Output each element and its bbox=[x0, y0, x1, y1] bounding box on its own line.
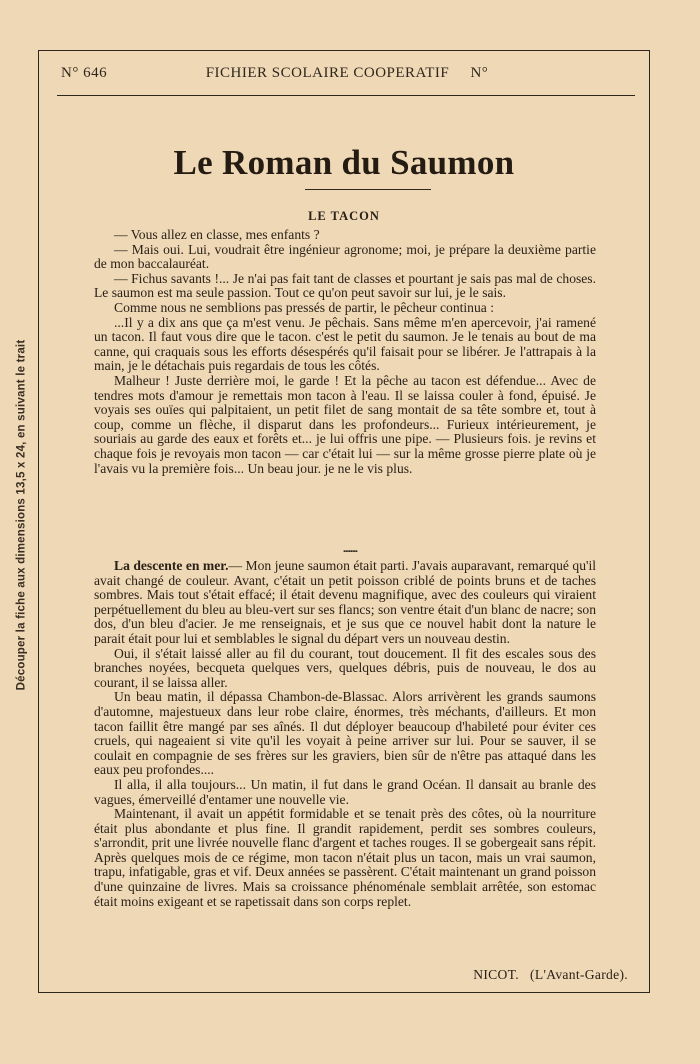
side-cut-note bbox=[4, 315, 38, 715]
paragraph: Oui, il s'était laissé aller au fil du courant, tout doucement. Il fit des escales sous des branches noyées, becqueta quelques vers, quelques débris, puis de nouveau, le dos au courant, il se laissa aller. bbox=[94, 645, 596, 690]
page-title: Le Roman du Saumon bbox=[173, 143, 515, 182]
sheet-number: N° 646 bbox=[61, 65, 108, 81]
paragraph: — Vous allez en classe, mes enfants ? bbox=[114, 227, 320, 242]
part2-lead: La descente en mer. bbox=[114, 558, 229, 573]
paragraph bbox=[94, 559, 596, 647]
section-title: LE TACON bbox=[308, 209, 380, 223]
part2-first: — Mon jeune saumon était parti. J'avais auparavant, remarqué qu'il avait changé de couleur. Avant, c'était un petit poisson criblé de points bruns et de taches sombres. Mais tout s'était effacé; il était devenu magnifique, avec des couleurs qui viraient perpétuellement du bleu au bleu-vert sur ses flancs; son ventre était d'un blanc de nacre; son dos, d'un bleu d'acier. Je me renseignais, et je sus que ce nouvel habit dont la nature le parait était pour lui et semblables le signal du départ vers un nouveau destin. bbox=[94, 558, 597, 646]
header-title: FICHIER SCOLAIRE COOPERATIF N° bbox=[205, 65, 489, 81]
signature: NICOT. (L'Avant-Garde). bbox=[473, 967, 628, 982]
paragraph: — Fichus savants !... Je n'ai pas fait tant de classes et pourtant je sais pas mal de choses. Le saumon est ma seule passion. Tout ce qu'on peut savoir sur lui, je le sais. bbox=[94, 270, 596, 301]
part1-text bbox=[94, 228, 596, 476]
paragraph: Malheur ! Juste derrière moi, le garde ! Et la pêche au tacon est défendue... Avec de tendres mots d'amour je remettais mon tacon à l'eau. Il se laissa couler à fond, épuisé. Je voyais ses ouïes qui palpitaient, un petit filet de sang montait de sa tête sombre et, tout à coup, comme un flèche, il disparut dans les profondeurs... Furieux intérieurement, je souriais au garde des eaux et forêts et... je lui offris une pipe. — Plusieurs fois. je revins et chaque fois je revoyais mon tacon — car c'était lui — sur la même grosse pierre plate où je l'avais vu la première fois... Un beau jour. je ne le vis plus. bbox=[94, 372, 596, 476]
paragraph: Comme nous ne semblions pas pressés de partir, le pêcheur continua : bbox=[114, 299, 494, 315]
header bbox=[57, 65, 637, 87]
paragraph: Il alla, il alla toujours... Un matin, il fut dans le grand Océan. Il dansait au branle des vagues, émerveillé d'entamer une nouvelle vie. bbox=[94, 776, 596, 807]
paragraph: — Mais oui. Lui, voudrait être ingénieur agronome; moi, je prépare la deuxième partie de mon baccalauréat. bbox=[94, 241, 596, 272]
separator: ........ bbox=[343, 543, 357, 555]
side-note-text: Découper la fiche aux dimensions 13,5 x 24, en suivant le trait bbox=[15, 339, 28, 691]
paragraph: Maintenant, il avait un appétit formidable et se tenait près des côtes, où la nourriture était plus abondante et plus fine. Il grandit rapidement, perdit ses sombres couleurs, s'arrondit, prit une livrée nouvelle flanc d'argent et taches rouges. Il se gobergeait sans répit. Après quelques mois de ce régime, mon tacon n'était plus un tacon, mais un vrai saumon, trapu, infatigable, gras et vif. Deux années se passèrent. C'était maintenant un grand poisson d'une quinzaine de livres. Mais sa croissance phénoménale semblait arrêtée, son estomac était moins exigeant et se rapetissait dans son corps replet. bbox=[94, 806, 596, 909]
part2-text bbox=[94, 559, 596, 909]
paragraph: Un beau matin, il dépassa Chambon-de-Blassac. Alors arrivèrent les grands saumons d'automne, majestueux dans leur robe claire, énormes, très méchants, d'ailleurs. Et mon tacon faillit être mangé par ses aînés. Il dut déployer beaucoup d'habileté pour éviter ces cruels, qui nageaient si vite qu'il les voyait à peine arriver sur lui. Pour se sauver, il se coulait en compagnie de ses frères sur les graviers, bien sûr de n'être pas attaqué dans les eaux peu profondes.... bbox=[94, 689, 596, 778]
title-rule bbox=[305, 189, 431, 190]
header-rule bbox=[57, 95, 635, 96]
paragraph: ...Il y a dix ans que ça m'est venu. Je pêchais. Sans même m'en apercevoir, j'ai ramené un tacon. Il faut vous dire que le tacon. c'est le petit du saumon. Je le tenais au bout de ma canne, qui craquais sous les efforts désespérés qu'il faisait pour se libérer. Je l'attrapais à la main, je le détachais puis regardais de tous les côtés. bbox=[94, 314, 596, 374]
